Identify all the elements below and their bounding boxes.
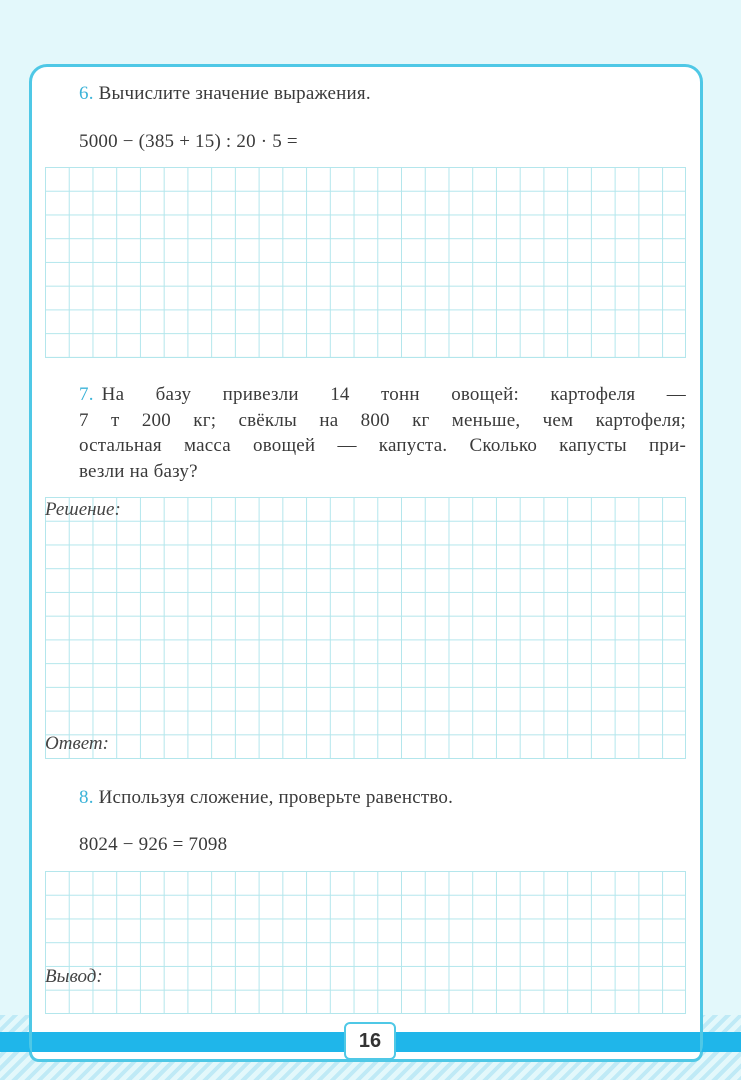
answer-label: Ответ: [45,733,109,754]
solution-label: Решение: [45,499,121,520]
conclusion-label: Вывод: [45,966,103,987]
task-6-heading [79,82,371,105]
task-8-expression: 8024 − 926 = 7098 [79,834,228,855]
task-6-answer-grid[interactable] [45,167,686,358]
task-8-check-grid[interactable] [45,871,686,1014]
task-7-line-4: везли на базу? [79,460,198,482]
task-8-heading [79,786,453,809]
task-8-prompt: Используя сложение, проверьте равенство. [98,787,454,808]
task-7-text [79,382,686,484]
task-8-number: 8. [79,787,94,808]
task-6-prompt: Вычислите значение выражения. [98,83,371,104]
task-7-number: 7. [79,384,94,405]
task-7-line-3: остальная масса овощей — капуста. Сколько капусты при- [79,435,686,456]
task-6-number: 6. [79,83,94,104]
task-7-line-2: 7 т 200 кг; свёклы на 800 кг меньше, чем картофеля; [79,409,686,431]
page-number: 16 [344,1022,396,1060]
task-6-expression: 5000 − (385 + 15) : 20 · 5 = [79,131,298,152]
task-7-line-1: 7. На базу привезли 14 тонн овощей: картофеля — [79,384,686,405]
task-7-solution-grid[interactable] [45,497,686,759]
